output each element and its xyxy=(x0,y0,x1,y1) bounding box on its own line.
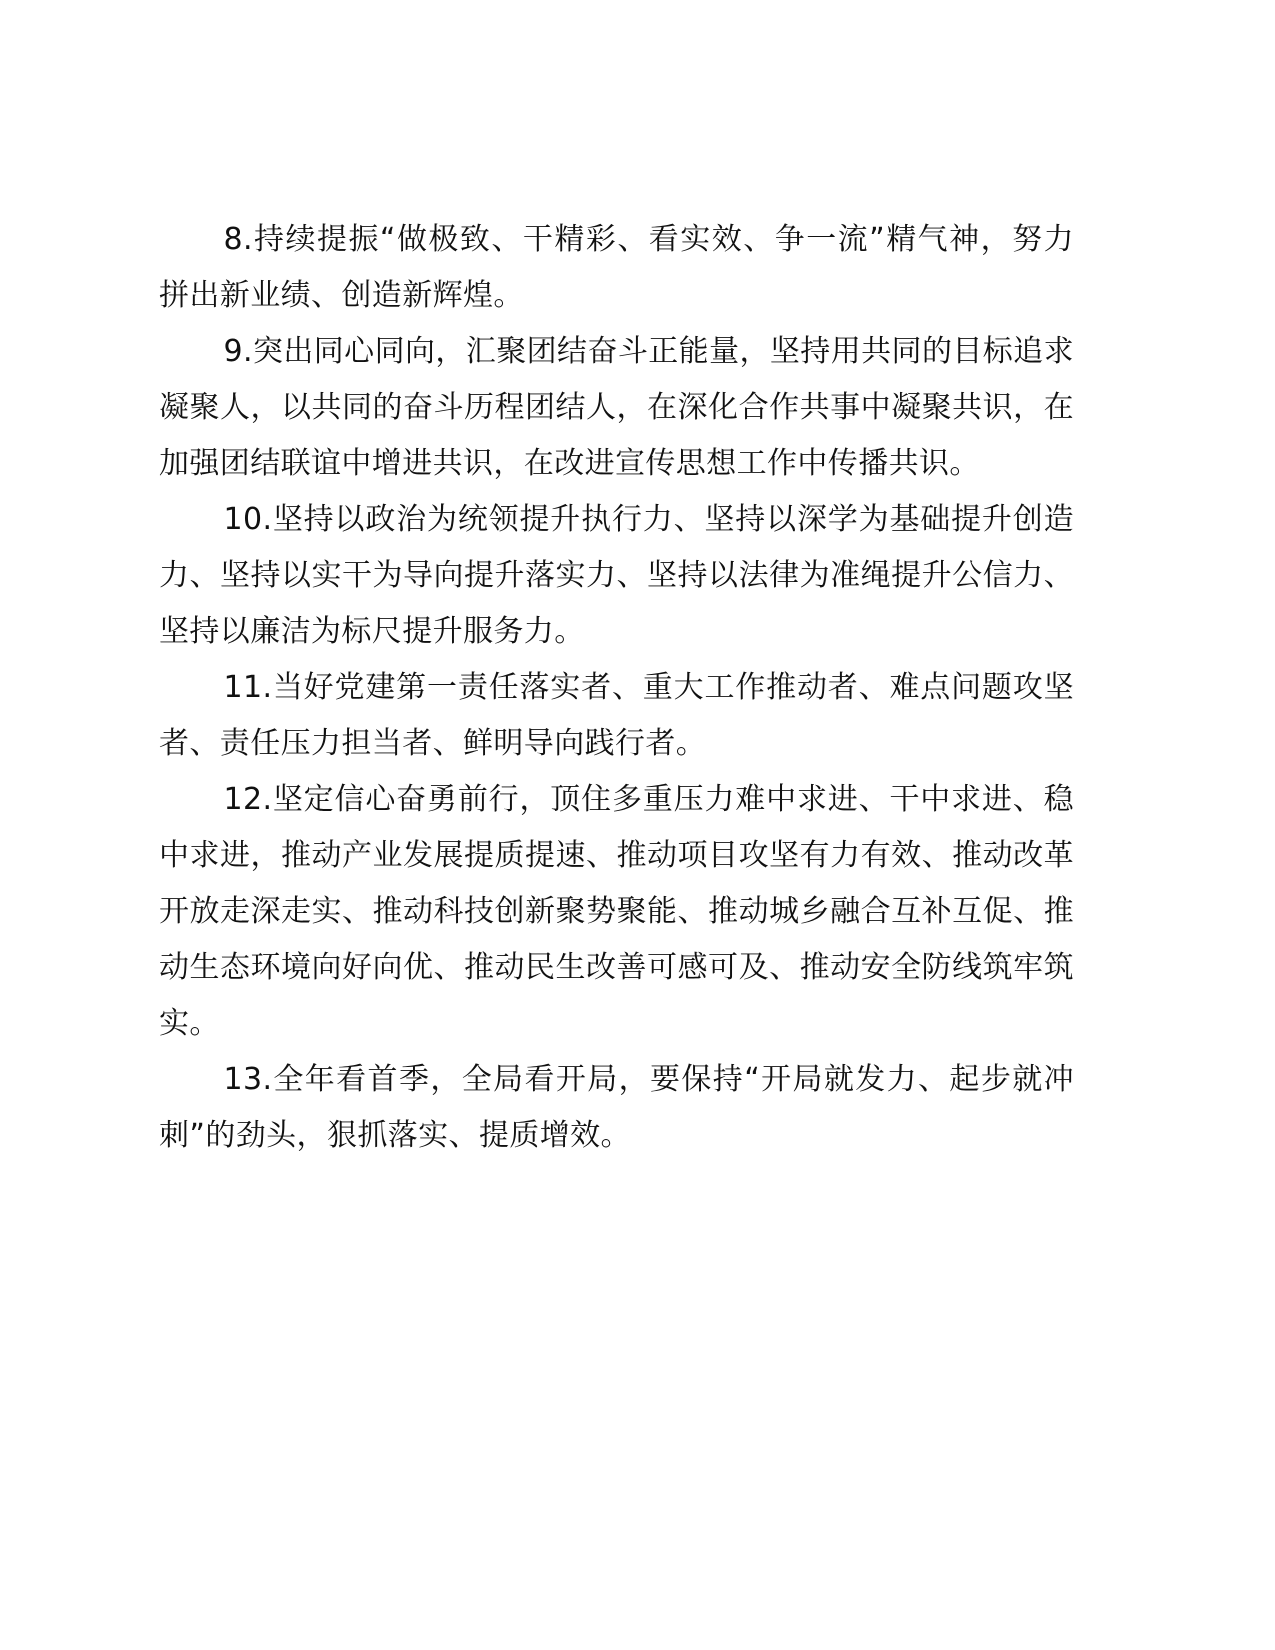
paragraph-12: 12.坚定信心奋勇前行，顶住多重压力难中求进、干中求进、稳中求进，推动产业发展提质提速、推动项目攻坚有力有效、推动改革开放走深走实、推动科技创新聚势聚能、推动城乡融合互补互促、推动生态环境向好向优、推动民生改善可感可及、推动安全防线筑牢筑实。 xyxy=(159,782,1074,1041)
paragraph-11: 11.当好党建第一责任落实者、重大工作推动者、难点问题攻坚者、责任压力担当者、鲜明导向践行者。 xyxy=(159,670,1074,761)
paragraph-13: 13.全年看首季，全局看开局，要保持“开局就发力、起步就冲刺”的劲头，狠抓落实、提质增效。 xyxy=(159,1062,1074,1153)
paragraph-8: 8.持续提振“做极致、干精彩、看实效、争一流”精气神，努力拼出新业绩、创造新辉煌。 xyxy=(159,222,1074,313)
document-body xyxy=(159,212,1074,1164)
paragraph-10: 10.坚持以政治为统领提升执行力、坚持以深学为基础提升创造力、坚持以实干为导向提升落实力、坚持以法律为准绳提升公信力、坚持以廉洁为标尺提升服务力。 xyxy=(159,502,1074,649)
paragraph-9: 9.突出同心同向，汇聚团结奋斗正能量，坚持用共同的目标追求凝聚人，以共同的奋斗历程团结人，在深化合作共事中凝聚共识，在加强团结联谊中增进共识，在改进宣传思想工作中传播共识。 xyxy=(159,334,1074,481)
